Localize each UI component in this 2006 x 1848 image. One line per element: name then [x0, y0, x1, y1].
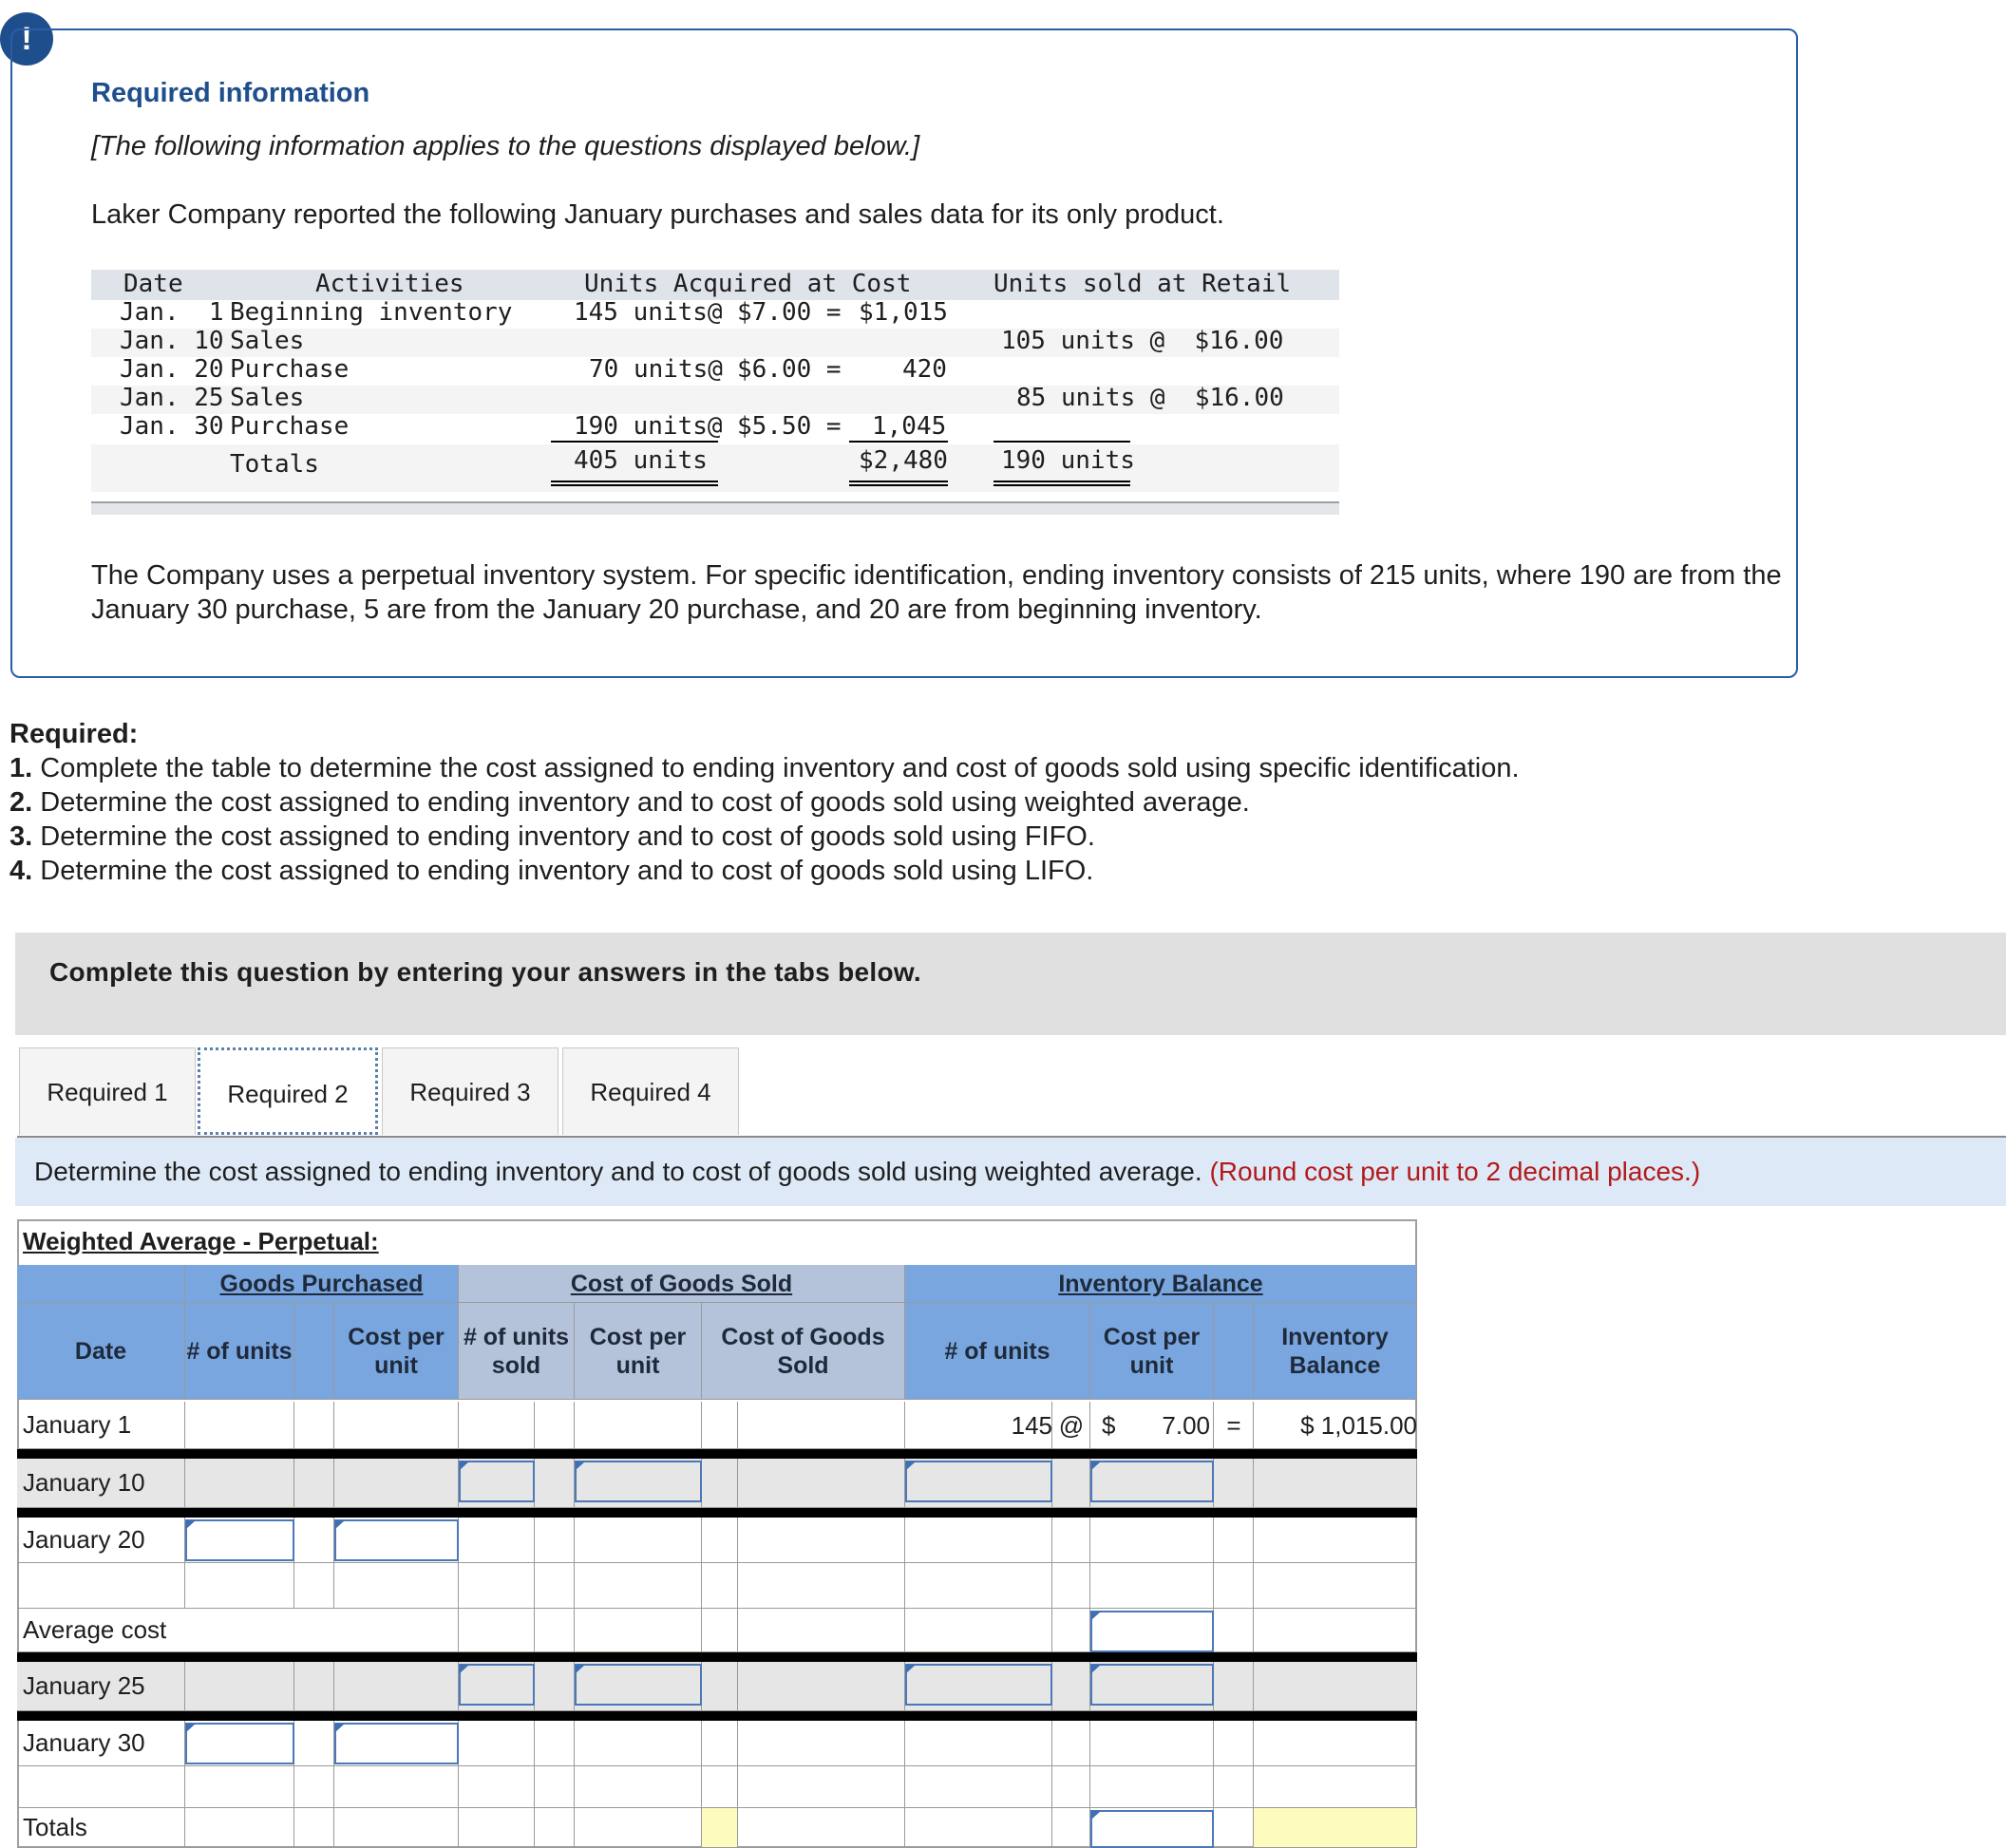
- table-cell: [1214, 1609, 1254, 1652]
- required-item: 3. Determine the cost assigned to ending inventory and to cost of goods sold using FIFO.: [9, 821, 1095, 852]
- row-activity: Sales: [230, 327, 305, 355]
- table-cell: [575, 1808, 702, 1848]
- double-underline: [849, 481, 948, 486]
- table-cell: [575, 1721, 702, 1766]
- table-cell: [294, 1518, 334, 1563]
- table-cell: [702, 1808, 738, 1848]
- data-table-footer: [91, 501, 1339, 515]
- dollar-sign: $: [1102, 1410, 1116, 1440]
- question-bar: [15, 1138, 2006, 1206]
- row-acq-cost: $5.50 =: [737, 412, 842, 441]
- col-balance-cost: Cost per unit: [1090, 1303, 1214, 1400]
- row-date: Jan. 25: [120, 384, 224, 412]
- table-cell: [459, 1609, 535, 1652]
- table-cell: [1254, 1808, 1417, 1848]
- row-acq-cost: $7.00 =: [737, 298, 842, 327]
- tab-required-1[interactable]: Required 1: [19, 1047, 196, 1135]
- table-cell: [1052, 1563, 1090, 1609]
- row-label: Totals: [17, 1808, 185, 1848]
- totals-label: Totals: [230, 450, 319, 479]
- row-label: [17, 1766, 185, 1808]
- table-cell: [1052, 1459, 1090, 1508]
- table-cell: [1254, 1662, 1417, 1711]
- row-label: January 25: [17, 1662, 185, 1711]
- table-cell: [1214, 1766, 1254, 1808]
- row-label: Average cost: [17, 1609, 459, 1652]
- instruction-bar: [15, 933, 2006, 1035]
- table-cell: [294, 1721, 334, 1766]
- row-acq-total: $1,015: [859, 298, 948, 327]
- table-cell: [1090, 1766, 1214, 1808]
- tab-required-4[interactable]: Required 4: [562, 1047, 739, 1135]
- table-cell: [1254, 1518, 1417, 1563]
- row-acq-units: 190 units@: [574, 412, 723, 441]
- table-cell: [1052, 1721, 1090, 1766]
- purchased-cost-input[interactable]: [334, 1723, 459, 1764]
- table-cell: [1214, 1459, 1254, 1508]
- table-cell: [1254, 1459, 1417, 1508]
- table-cell: [575, 1518, 702, 1563]
- table-cell: [702, 1662, 738, 1711]
- table-cell: [738, 1609, 905, 1652]
- table-cell: [702, 1721, 738, 1766]
- row-date: Jan. 30: [120, 412, 224, 441]
- table-cell: [738, 1766, 905, 1808]
- table-cell: [1052, 1808, 1090, 1848]
- row-date: Jan. 10: [120, 327, 224, 355]
- table-cell: [535, 1721, 575, 1766]
- table-cell: [294, 1662, 334, 1711]
- totals-acq-units: 405 units: [574, 446, 708, 475]
- col-balance-units: # of units: [905, 1303, 1090, 1400]
- total-cost-input[interactable]: [1090, 1810, 1214, 1848]
- required-info-title: Required information: [91, 78, 370, 108]
- row-acq-cost: $6.00 =: [737, 355, 842, 384]
- table-cell: [738, 1721, 905, 1766]
- jan1-balance-cost: 7.00: [1162, 1410, 1210, 1440]
- table-cell: [535, 1402, 575, 1449]
- table-cell: [459, 1766, 535, 1808]
- table-cell: [185, 1766, 294, 1808]
- table-cell: [575, 1563, 702, 1609]
- table-cell: [185, 1459, 294, 1508]
- table-cell: [535, 1518, 575, 1563]
- col-acquired-header: Units Acquired at Cost: [584, 270, 912, 298]
- purchased-units-input[interactable]: [185, 1519, 294, 1561]
- underline: [849, 441, 948, 443]
- balance-cost-input[interactable]: [1090, 1664, 1214, 1706]
- table-cell: [738, 1518, 905, 1563]
- table-cell: [1052, 1766, 1090, 1808]
- jan1-inventory-balance: $ 1,015.00: [1300, 1410, 1417, 1440]
- table-cell: [702, 1518, 738, 1563]
- header-spacer: [17, 1265, 185, 1303]
- row-separator: [17, 1652, 1417, 1662]
- col-spacer: [294, 1303, 334, 1400]
- info-intro: Laker Company reported the following January purchases and sales data for its only product.: [91, 199, 1224, 230]
- cogs-cost-input[interactable]: [575, 1664, 702, 1706]
- table-cell: [738, 1402, 905, 1449]
- table-cell: [334, 1563, 459, 1609]
- table-cell: [1090, 1563, 1214, 1609]
- double-underline: [551, 481, 718, 486]
- table-cell: [1052, 1662, 1090, 1711]
- table-cell: [1052, 1609, 1090, 1652]
- table-cell: [294, 1402, 334, 1449]
- row-label: January 1: [17, 1402, 185, 1449]
- col-cogs-total: Cost of Goods Sold: [702, 1303, 905, 1400]
- table-cell: [905, 1808, 1052, 1848]
- row-label: [17, 1563, 185, 1609]
- group-goods-purchased: Goods Purchased: [185, 1265, 459, 1303]
- table-cell: [535, 1662, 575, 1711]
- table-cell: [702, 1766, 738, 1808]
- table-cell: [905, 1609, 1052, 1652]
- row-sold: 85 units @ $16.00: [1016, 384, 1284, 412]
- col-activities-header: Activities: [315, 270, 464, 298]
- question-text: Determine the cost assigned to ending inventory and to cost of goods sold using weighted average. (Round cost per unit to 2 decimal places.): [34, 1157, 1701, 1186]
- table-cell: [702, 1609, 738, 1652]
- row-acq-total: 1,045: [872, 412, 947, 441]
- cogs-cost-input[interactable]: [575, 1461, 702, 1502]
- table-cell: [575, 1609, 702, 1652]
- underline: [551, 441, 718, 443]
- group-inventory-balance: Inventory Balance: [905, 1265, 1417, 1303]
- info-paragraph: The Company uses a perpetual inventory system. For specific identification, ending inventory consists of 215 units, where 190 are from the January 30 purchase, 5 are from the January 20 purchase, and 20 are from beginning inventory.: [91, 560, 1782, 625]
- row-date: Jan. 1: [120, 298, 224, 327]
- table-cell: [1214, 1808, 1254, 1848]
- alert-icon: !: [0, 12, 53, 66]
- col-inventory-balance: Inventory Balance: [1254, 1303, 1417, 1400]
- col-spacer: [1214, 1303, 1254, 1400]
- col-date: Date: [17, 1303, 185, 1400]
- balance-units-input[interactable]: [905, 1461, 1052, 1502]
- info-subtitle: [The following information applies to the questions displayed below.]: [91, 131, 920, 161]
- units-sold-input[interactable]: [459, 1664, 535, 1706]
- table-cell: [738, 1808, 905, 1848]
- table-cell: [1214, 1563, 1254, 1609]
- table-cell: [905, 1721, 1052, 1766]
- table-cell: [294, 1459, 334, 1508]
- table-cell: [459, 1563, 535, 1609]
- table-cell: [459, 1518, 535, 1563]
- table-cell: [1254, 1766, 1417, 1808]
- equals-sign: =: [1226, 1410, 1241, 1440]
- balance-cost-input[interactable]: [1090, 1461, 1214, 1502]
- table-cell: [334, 1662, 459, 1711]
- table-cell: [535, 1563, 575, 1609]
- totals-sold: 190 units: [1001, 446, 1135, 475]
- table-cell: [294, 1766, 334, 1808]
- table-cell: [294, 1808, 334, 1848]
- table-title: Weighted Average - Perpetual:: [23, 1227, 379, 1255]
- row-activity: Sales: [230, 384, 305, 412]
- row-separator: [17, 1449, 1417, 1459]
- table-cell: [575, 1402, 702, 1449]
- table-cell: [738, 1563, 905, 1609]
- table-cell: [1090, 1721, 1214, 1766]
- table-cell: [535, 1808, 575, 1848]
- row-separator: [17, 1508, 1417, 1518]
- required-item: 1. Complete the table to determine the cost assigned to ending inventory and cost of goods sold using specific identification.: [9, 753, 1520, 783]
- underline: [994, 441, 1130, 443]
- row-label: January 20: [17, 1518, 185, 1563]
- col-units-sold: # of units sold: [459, 1303, 575, 1400]
- table-cell: [1090, 1518, 1214, 1563]
- table-cell: [185, 1402, 294, 1449]
- table-cell: [905, 1563, 1052, 1609]
- table-cell: [1254, 1609, 1417, 1652]
- table-cell: [1214, 1518, 1254, 1563]
- row-activity: Purchase: [230, 355, 350, 384]
- table-cell: [702, 1402, 738, 1449]
- balance-units-input[interactable]: [905, 1664, 1052, 1706]
- table-cell: [702, 1459, 738, 1508]
- table-cell: [185, 1563, 294, 1609]
- col-date-header: Date: [123, 270, 183, 298]
- row-separator: [17, 1711, 1417, 1721]
- table-cell: [1214, 1662, 1254, 1711]
- totals-acq-total: $2,480: [859, 446, 948, 475]
- jan1-balance-units: 145: [1011, 1410, 1052, 1440]
- row-acq-units: 145 units@: [574, 298, 723, 327]
- at-sign: @: [1058, 1410, 1085, 1440]
- table-cell: [1214, 1721, 1254, 1766]
- purchased-cost-input[interactable]: [334, 1519, 459, 1561]
- row-activity: Purchase: [230, 412, 350, 441]
- row-activity: Beginning inventory: [230, 298, 513, 327]
- tab-required-2[interactable]: Required 2: [198, 1047, 378, 1135]
- table-cell: [535, 1459, 575, 1508]
- units-sold-input[interactable]: [459, 1461, 535, 1502]
- required-list: [9, 717, 1520, 888]
- table-cell: [1254, 1563, 1417, 1609]
- row-acq-units: 70 units@: [589, 355, 723, 384]
- table-cell: [1254, 1721, 1417, 1766]
- table-cell: [905, 1766, 1052, 1808]
- required-heading: Required:: [9, 719, 139, 749]
- table-cell: [294, 1563, 334, 1609]
- table-cell: [334, 1402, 459, 1449]
- group-cost-of-goods-sold: Cost of Goods Sold: [459, 1265, 905, 1303]
- required-item: 2. Determine the cost assigned to ending inventory and to cost of goods sold using weighted average.: [9, 787, 1250, 818]
- table-cell: [334, 1459, 459, 1508]
- instruction-text: Complete this question by entering your answers in the tabs below.: [49, 957, 922, 987]
- col-cogs-cost: Cost per unit: [575, 1303, 702, 1400]
- row-acq-total: 420: [902, 355, 947, 384]
- col-purchased-cost: Cost per unit: [334, 1303, 459, 1400]
- col-purchased-units: # of units: [185, 1303, 294, 1400]
- table-cell: [702, 1563, 738, 1609]
- table-cell: [535, 1609, 575, 1652]
- table-cell: [185, 1808, 294, 1848]
- average-cost-input[interactable]: [1090, 1611, 1214, 1652]
- table-cell: [535, 1766, 575, 1808]
- table-cell: [459, 1721, 535, 1766]
- table-cell: [334, 1766, 459, 1808]
- purchased-units-input[interactable]: [185, 1723, 294, 1764]
- row-sold: 105 units @ $16.00: [1001, 327, 1284, 355]
- col-sold-header: Units sold at Retail: [994, 270, 1292, 298]
- table-cell: [459, 1808, 535, 1848]
- table-cell: [738, 1662, 905, 1711]
- table-cell: [459, 1402, 535, 1449]
- table-cell: [738, 1459, 905, 1508]
- table-cell: [905, 1518, 1052, 1563]
- required-item: 4. Determine the cost assigned to ending inventory and to cost of goods sold using LIFO.: [9, 856, 1094, 886]
- table-cell: [334, 1808, 459, 1848]
- double-underline: [994, 481, 1130, 486]
- table-cell: [1052, 1518, 1090, 1563]
- tab-required-3[interactable]: Required 3: [382, 1047, 558, 1135]
- row-date: Jan. 20: [120, 355, 224, 384]
- rounding-note: (Round cost per unit to 2 decimal places.): [1209, 1157, 1701, 1186]
- table-cell: [185, 1662, 294, 1711]
- row-label: January 10: [17, 1459, 185, 1508]
- row-label: January 30: [17, 1721, 185, 1766]
- table-cell: [575, 1766, 702, 1808]
